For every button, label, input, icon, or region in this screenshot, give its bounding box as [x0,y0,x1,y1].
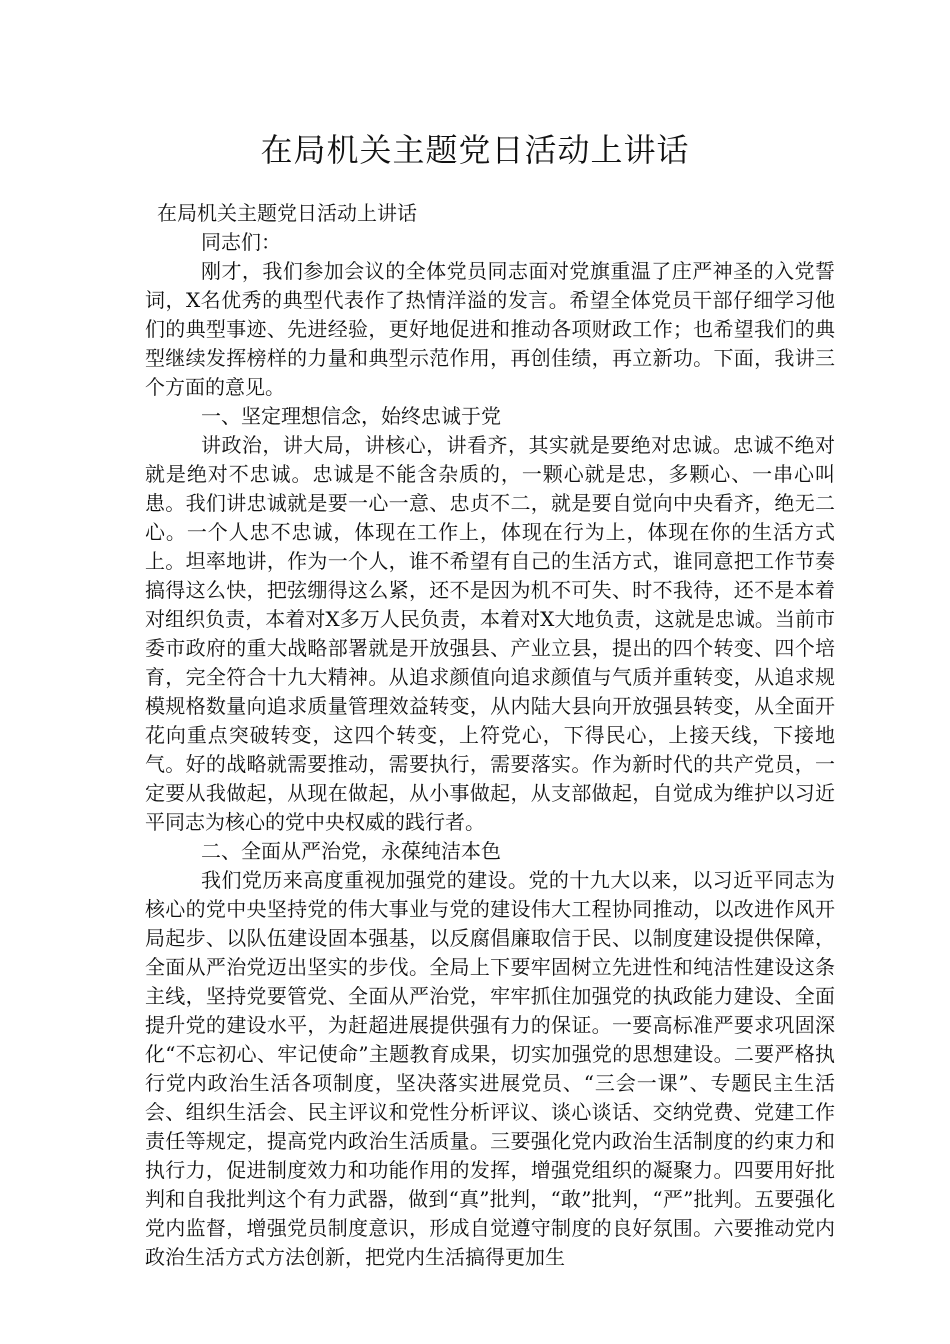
section-heading-1: 一、坚定理想信念，始终忠诚于党 [201,404,501,428]
paragraph-section-2: 我们党历来高度重视加强党的建设。党的十九大以来，以习近平同志为核心的党中央坚持党的伟大事业与党的建设伟大工程协同推动，以改进作风开局起步、以队伍建设固本强基，以反腐倡廉取信于民、以制度建设提供保障，全面从严治党迈出坚实的步伐。全局上下要牢固树立先进性和纯洁性建设这条主线，坚持党要管党、全面从严治党，牢牢抓住加强党的执政能力建设、全面提升党的建设水平，为赶超进展提供强有力的保证。一要高标准严要求巩固深化“不忘初心、牢记使命”主题教育成果，切实加强党的思想建设。二要严格执行党内政治生活各项制度，坚决落实进展党员、“三会一课”、专题民主生活会、组织生活会、民主评议和党性分析评议、谈心谈话、交纳党费、党建工作责任等规定，提高党内政治生活质量。三要强化党内政治生活制度的约束力和执行力，促进制度效力和功能作用的发挥，增强党组织的凝聚力。四要用好批判和自我批判这个有力武器，做到“真”批判，“敢”批判，“严”批判。五要强化党内监督，增强党员制度意识，形成自觉遵守制度的良好氛围。六要推动党内政治生活方式方法创新，把党内生活搞得更加生 [145,868,835,1269]
document-body [145,199,835,1272]
document-subtitle: 在局机关主题党日活动上讲话 [157,201,417,225]
paragraph-intro: 刚才，我们参加会议的全体党员同志面对党旗重温了庄严神圣的入党誓词，X名优秀的典型代表作了热情洋溢的发言。希望全体党员干部仔细学习他们的典型事迹、先进经验，更好地促进和推动各项财政工作；也希望我们的典型继续发挥榜样的力量和典型示范作用，再创佳绩，再立新功。下面，我讲三个方面的意见。 [145,259,835,399]
paragraph-section-1: 讲政治，讲大局，讲核心，讲看齐，其实就是要绝对忠诚。忠诚不绝对就是绝对不忠诚。忠诚是不能含杂质的，一颗心就是忠，多颗心、一串心叫患。我们讲忠诚就是要一心一意、忠贞不二，就是要自觉向中央看齐，绝无二心。一个人忠不忠诚，体现在工作上，体现在行为上，体现在你的生活方式上。坦率地讲，作为一个人，谁不希望有自己的生活方式，谁同意把工作节奏搞得这么快，把弦绷得这么紧，还不是因为机不可失、时不我待，还不是本着对组织负责，本着对X多万人民负责，本着对X大地负责，这就是忠诚。当前市委市政府的重大战略部署就是开放强县、产业立县，提出的四个转变、四个培育，完全符合十九大精神。从追求颜值向追求颜值与气质并重转变，从追求规模规格数量向追求质量管理效益转变，从内陆大县向开放强县转变，从全面开花向重点突破转变，这四个转变，上符党心，下得民心，上接天线，下接地气。好的战略就需要推动，需要执行，需要落实。作为新时代的共产党员，一定要从我做起，从现在做起，从小事做起，从支部做起，自觉成为维护以习近平同志为核心的党中央权威的践行者。 [145,433,835,834]
document-title: 在局机关主题党日活动上讲话 [260,131,690,169]
salutation: 同志们： [201,230,281,254]
section-heading-2: 二、全面从严治党，永葆纯洁本色 [201,839,501,863]
